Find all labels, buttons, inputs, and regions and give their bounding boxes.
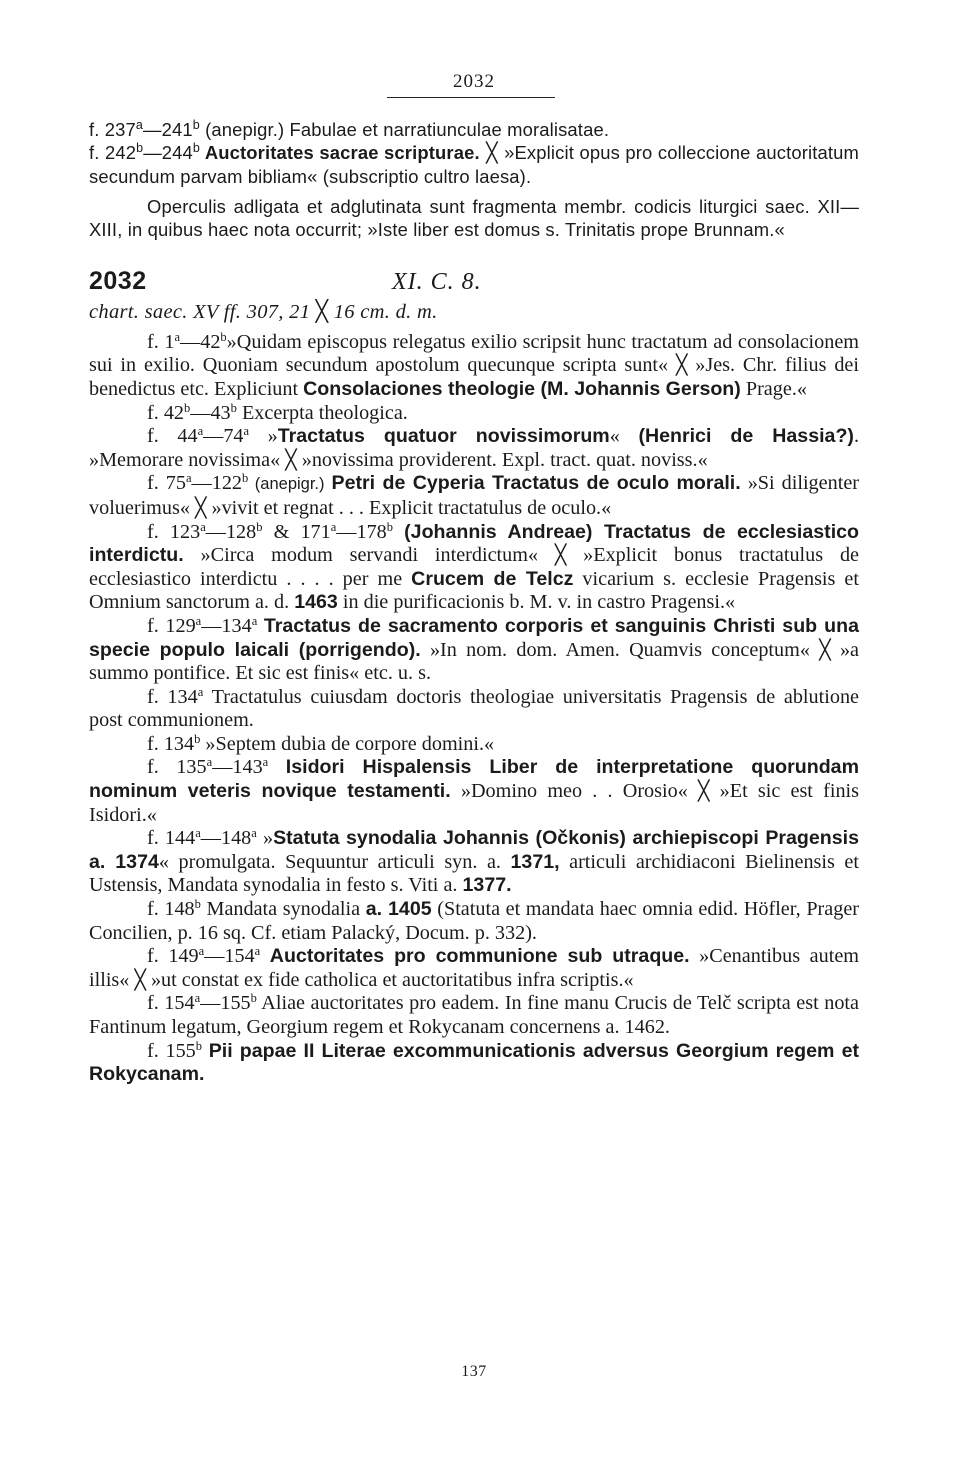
entry-title: a. 1405	[365, 898, 432, 921]
entry-text	[393, 521, 404, 543]
entry-text: f. 129	[147, 614, 196, 637]
contents-entry	[89, 686, 859, 733]
contents-entry	[89, 756, 859, 827]
entry-text: »In nom. dom. Amen. Quamvis conceptum«	[420, 638, 820, 661]
running-head-rule	[387, 97, 555, 98]
folio-side: a	[197, 424, 204, 439]
folio-side: a	[254, 944, 261, 959]
entry-text: f. 123	[147, 520, 201, 543]
contents-entry	[89, 521, 859, 615]
codex-physical-description: chart. saec. XV ff. 307, 21 ╳ 16 cm. d. m.	[89, 301, 438, 324]
entry-text: f. 134	[147, 732, 195, 755]
entry-text	[260, 945, 270, 967]
entry-title: (Henrici de Hassia?)	[638, 425, 854, 448]
entry-text: »Jes. Chr. filius dei benedictus etc. Expliciunt	[89, 354, 859, 400]
running-head: 2032	[453, 71, 495, 92]
entry-text: —122	[191, 472, 242, 495]
entry-text: —128	[205, 520, 257, 543]
entry-text: vicarium s. ecclesie Pragensis et Omnium sanctorum a. d.	[89, 567, 859, 614]
entry-title: Tractatus quatuor novissimorum	[277, 425, 610, 448]
folio-range-start: f. 237	[89, 118, 136, 140]
contents-entry	[89, 615, 859, 686]
folio-side: b	[386, 519, 394, 534]
incipit-explicit-separator: ╳	[194, 496, 207, 519]
entry-text	[325, 472, 332, 494]
folio-side: b	[192, 140, 201, 155]
previous-entry-continuation	[89, 118, 859, 242]
folio-side: a	[185, 471, 192, 486]
entry-text: Mandata synodalia	[200, 898, 366, 921]
folio-side: b	[195, 1038, 203, 1053]
entry-text: «	[609, 425, 639, 448]
entry-title: Tractatus de sacramento corporis et sanguinis Christi sub una specie populo laicali (porrigendo).	[89, 614, 859, 661]
entry-text: f. 144	[147, 827, 196, 850]
entry-text: f. 155	[147, 1039, 196, 1062]
entry-text: f. 148	[147, 898, 195, 921]
entry-text: Aliae auctoritates pro eadem. In fine manu Crucis de Telč scripta est nota Fantinum legatum, Georgium regem et Rokycanam concernens a. 1462.	[89, 992, 859, 1039]
entry-text: »vivit et regnat . . . Explicit tractatulus de oculo.«	[206, 496, 612, 519]
catalogue-page	[89, 70, 860, 1380]
entry-text: »novissima providerent. Expl. tract. quat. noviss.«	[296, 448, 708, 471]
entry-text: »	[256, 827, 274, 850]
folio-side: b	[194, 897, 201, 912]
folio-range-start: f. 242	[89, 141, 137, 163]
entry-title: Statuta synodalia Johannis (Očkonis) archiepiscopi Pragensis a. 1374	[89, 827, 859, 873]
page-number: 137	[461, 1363, 487, 1380]
incipit-explicit-separator: ╳	[134, 968, 146, 991]
folio-side: a	[195, 826, 201, 841]
folio-side: a	[197, 684, 204, 699]
contents-entry	[89, 945, 859, 992]
entry-text: in die purificacionis b. M. v. in castro Pragensi.«	[337, 591, 736, 614]
entry-text: —155	[200, 992, 251, 1015]
entry-title: Pii papae II Literae excommunicationis adversus Georgium regem et Rokycanam.	[89, 1039, 859, 1086]
entry-text: —43	[190, 401, 231, 424]
folio-side: a	[200, 519, 206, 534]
folio-range-end: —241	[143, 118, 193, 140]
entry-text: —134	[201, 614, 252, 637]
entry-text: « promulgata. Sequuntur articuli syn. a.	[158, 850, 511, 873]
folio-side: a	[195, 613, 202, 628]
folio-side: a	[330, 519, 337, 534]
previous-entry-line-fabulae	[89, 118, 859, 141]
contents-entry	[89, 733, 859, 757]
entry-text: f. 75	[147, 472, 186, 495]
entry-text: »Si diligenter voluerimus«	[89, 472, 859, 519]
folio-side: a	[251, 826, 257, 841]
entry-text: »Explicit opus pro colleccione auctoritatum secundum parvam bibliam« (subscriptio cultro laesa).	[89, 141, 859, 187]
entry-text: —143	[212, 756, 263, 779]
entry-text: articuli archidiaconi Bielinensis et Ustensis, Mandata synodalia in festo s. Viti a.	[89, 850, 860, 897]
contents-entry	[89, 1040, 859, 1087]
entry-text: »	[249, 425, 278, 448]
entry-text: Excerpta theologica.	[236, 401, 408, 424]
folio-side: b	[256, 519, 263, 534]
previous-entry-line-auctoritates	[89, 141, 859, 188]
binding-fragments-note: Operculis adligata et adglutinata sunt fragmenta membr. codicis liturgici saec. XII—XIII, in quibus haec nota occurrit; »Iste liber est domus s. Trinitatis prope Brunnam.«	[89, 196, 859, 241]
folio-side: a	[262, 755, 269, 770]
folio-side: b	[230, 400, 237, 415]
entry-title: Auctoritates sacrae scripturae.	[200, 141, 480, 163]
entry-title: Isidori Hispalensis Liber de interpretatione quorundam nominum veteris novique testamenti.	[89, 756, 860, 803]
entry-text: f. 149	[147, 945, 199, 968]
entry-text: f. 1	[147, 330, 175, 353]
contents-entry	[89, 827, 859, 898]
entry-text: —74	[203, 425, 244, 448]
entry-text: »Cenantibus autem illis«	[89, 945, 859, 991]
entry-text: —154	[204, 945, 255, 968]
incipit-explicit-separator: ╳	[698, 780, 710, 803]
contents-entry	[89, 402, 859, 426]
entry-text: »Septem dubia de corpore domini.«	[200, 732, 495, 755]
entry-text: f. 42	[147, 401, 185, 424]
codex-heading	[89, 266, 859, 295]
contents-entry	[89, 425, 859, 472]
entry-text	[202, 1040, 209, 1062]
entry-text: Prage.«	[740, 377, 807, 400]
folio-side: b	[250, 991, 257, 1006]
entry-title: Consolaciones theologie (M. Johannis Gerson)	[303, 377, 741, 400]
folio-side: a	[174, 329, 181, 344]
entry-text: »Domino meo . . Orosio«	[450, 780, 698, 803]
anepigr-note: (anepigr.)	[248, 475, 325, 494]
entry-text: —42	[180, 330, 221, 353]
entry-text: »Circa modum servandi interdictum«	[183, 544, 555, 567]
entry-title: Crucem de Telcz	[411, 567, 574, 590]
codex-number: 2032	[89, 266, 147, 295]
entry-title: 1463	[294, 591, 338, 614]
folio-side: b	[136, 140, 144, 155]
folio-side: a	[198, 944, 205, 959]
folio-side: b	[184, 400, 191, 415]
entry-text: »Explicit bonus tractatulus de ecclesiastico interdictu . . . . per me	[89, 544, 859, 590]
incipit-explicit-separator: ╳	[479, 141, 505, 164]
entry-text: & 171	[262, 520, 331, 543]
entry-text: f. 134	[147, 685, 198, 708]
entry-text: —178	[336, 520, 387, 543]
folio-side: a	[243, 424, 250, 439]
contents-list	[89, 331, 859, 1087]
folio-side: b	[242, 471, 249, 486]
incipit-explicit-separator: ╳	[285, 448, 297, 471]
entry-text: Tractatulus cuiusdam doctoris theologiae universitatis Pragensis de ablutione post communionem.	[89, 685, 859, 732]
folio-side: b	[192, 117, 200, 132]
entry-text: —148	[200, 827, 252, 850]
entry-text	[268, 756, 286, 778]
entry-text: »ut constat ex fide catholica et auctoritatibus infra scriptis.«	[145, 968, 634, 991]
entry-text	[257, 615, 264, 637]
folio-side: a	[194, 991, 201, 1006]
folio-side: a	[206, 755, 213, 770]
entry-text: f. 154	[147, 992, 195, 1015]
entry-title: Auctoritates pro communione sub utraque.	[269, 945, 690, 968]
entry-text: »Quidam episcopus relegatus exilio scripsit hunc tractatum ad consolacionem sui in exilio. Quoniam secundum apostolum quecunque scripta sunt«	[89, 330, 859, 377]
folio-side: b	[220, 329, 227, 344]
incipit-explicit-separator: ╳	[554, 544, 567, 567]
incipit-explicit-separator: ╳	[675, 354, 688, 377]
contents-entry	[89, 472, 859, 520]
entry-text: (Statuta et mandata haec omnia edid. Höfler, Prager Concilien, p. 16 sq. Cf. etiam Palacký, Docum. p. 332).	[89, 898, 860, 944]
folio-range-end: —244	[143, 141, 193, 163]
incipit-explicit-separator: ╳	[819, 638, 831, 661]
entry-text: f. 44	[147, 425, 198, 448]
contents-entry	[89, 331, 859, 402]
entry-title: 1377.	[462, 874, 512, 897]
entry-text: »Et sic est finis Isidori.«	[89, 780, 859, 826]
entry-title: Petri de Cyperia Tractatus de oculo morali.	[331, 472, 741, 495]
codex-shelfmark: XI. C. 8.	[392, 268, 482, 295]
folio-side: a	[251, 613, 258, 628]
entry-text: f. 135	[147, 756, 207, 779]
entry-text: (anepigr.) Fabulae et narratiunculae moralisatae.	[199, 118, 610, 140]
entry-text: »a summo pontifice. Et sic est finis« etc. u. s.	[89, 638, 860, 685]
entry-text: . »Memorare novissima«	[89, 425, 859, 471]
folio-side: a	[135, 117, 144, 132]
folio-side: b	[194, 731, 201, 746]
entry-title: (Johannis Andreae) Tractatus de ecclesiastico interdictu.	[89, 520, 860, 567]
entry-title: 1371,	[510, 850, 560, 873]
contents-entry	[89, 992, 859, 1039]
contents-entry	[89, 898, 859, 945]
